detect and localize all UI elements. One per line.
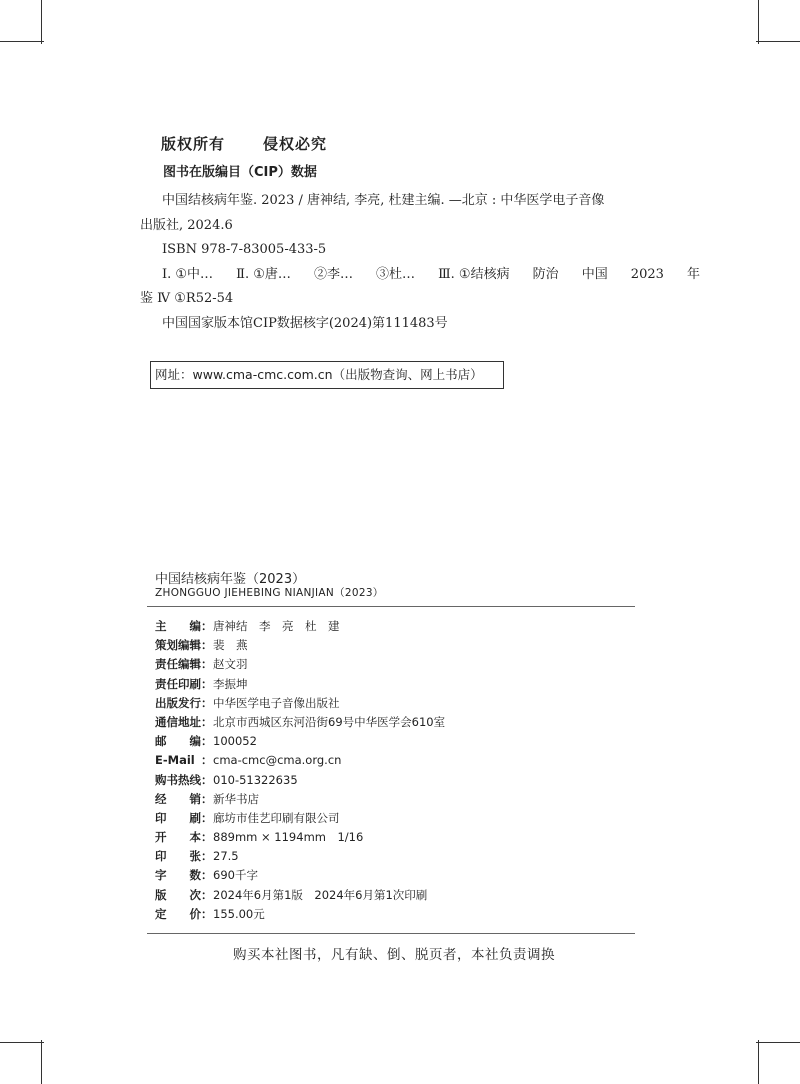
info-label: 版次 [155,887,201,902]
book-pinyin: ZHONGGUO JIEHEBING NIANJIAN（2023） [155,587,384,599]
crop-mark [41,0,42,44]
book-title: 中国结核病年鉴（2023） [155,572,306,587]
info-label: 印刷 [155,810,201,825]
info-colon: ： [201,772,213,787]
info-label: 责任印刷 [155,676,201,691]
info-value: 889mm × 1194mm 1/16 [213,830,364,845]
info-value: 27.5 [213,849,239,864]
cip-line: 中国结核病年鉴. 2023 / 唐神结, 李亮, 杜建主编. —北京 : 中华医学电子音像 [162,193,605,208]
cip-isbn: ISBN 978-7-83005-433-5 [162,242,327,257]
footer-note: 购买本社图书，凡有缺、倒、脱页者，本社负责调换 [233,947,555,963]
cip-subject: ②李… [313,266,353,282]
info-value: 唐神结 李 亮 杜 建 [213,619,340,633]
info-colon: ： [201,906,213,921]
info-label: 印张 [155,849,201,864]
info-colon: ： [201,734,213,749]
info-colon: ： [201,849,213,864]
info-colon: ： [201,753,213,768]
info-row [155,905,625,924]
website-box: 网址：www.cma-cmc.com.cn（出版物查询、网上书店） [150,361,504,389]
info-row [155,866,625,885]
cip-line: 出版社, 2024.6 [140,217,233,233]
info-label: 策划编辑 [155,638,201,653]
cip-subject: ③杜… [376,266,416,282]
info-value: 690千字 [213,868,258,883]
info-value: 赵文羽 [213,657,248,672]
info-row [155,675,625,694]
info-colon: ： [201,791,213,806]
info-colon: ： [201,619,213,633]
cip-subject: Ⅲ. ①结核病 [438,266,510,282]
info-label: 出版发行 [155,695,201,710]
info-row [155,694,625,713]
crop-mark [758,1040,759,1084]
info-value: 李振坤 [213,676,248,691]
copyright-left: 版权所有 [161,135,226,153]
info-row [155,751,625,770]
info-colon: ： [201,887,213,902]
info-label: 经销 [155,791,201,806]
info-value: 010-51322635 [213,772,298,787]
info-colon: ： [201,695,213,710]
info-label: 主编 [155,619,201,633]
cip-subject: Ⅰ. ①中… [162,266,214,282]
info-row [155,617,625,636]
info-row [155,655,625,674]
info-row [155,771,625,790]
cip-line: 鉴 Ⅳ ①R52-54 [140,291,234,306]
info-label: 责任编辑 [155,657,201,672]
info-label: 邮编 [155,734,201,749]
cip-data-block [140,189,700,336]
crop-mark [756,1042,800,1043]
info-row [155,828,625,847]
info-row [155,809,625,828]
cip-subjects [140,263,700,288]
divider [147,933,635,934]
publication-info [155,617,625,924]
info-label: 购书热线 [155,772,201,787]
info-label: 开本 [155,830,201,845]
info-value: 裴 燕 [213,638,248,653]
cip-record: 中国国家版本馆CIP数据核字(2024)第111483号 [162,315,448,331]
crop-mark [758,0,759,44]
copyright-right: 侵权必究 [263,135,328,153]
crop-mark [756,41,800,42]
crop-mark [0,1042,44,1043]
cip-title: 图书在版编目（CIP）数据 [163,165,317,180]
cip-subject: 中国 [581,266,608,282]
cip-subject: 防治 [532,266,559,282]
cip-subject: Ⅱ. ①唐… [236,266,291,282]
info-colon: ： [201,868,213,883]
info-row [155,790,625,809]
info-label: 通信地址 [155,714,201,729]
info-value: cma-cmc@cma.org.cn [213,753,342,768]
info-label: E-Mail [155,753,195,768]
cip-subject: 2023 [630,266,664,282]
info-colon: ： [201,714,213,729]
cip-subject: 年 [686,266,700,282]
info-row [155,847,625,866]
info-colon: ： [201,830,213,845]
info-colon: ： [201,657,213,672]
info-value: 中华医学电子音像出版社 [213,695,340,710]
info-value: 北京市西城区东河沿街69号中华医学会610室 [213,714,446,729]
info-value: 新华书店 [213,791,259,806]
info-value: 2024年6月第1版 2024年6月第1次印刷 [213,887,428,902]
copyright-notice [161,133,327,154]
info-row [155,636,625,655]
crop-mark [41,1040,42,1084]
info-colon: ： [201,810,213,825]
info-row [155,886,625,905]
crop-mark [0,41,44,42]
info-colon: ： [201,676,213,691]
info-value: 155.00元 [213,906,265,921]
info-label: 字数 [155,868,201,883]
divider [147,606,635,607]
info-row [155,713,625,732]
info-value: 100052 [213,734,257,749]
info-row [155,732,625,751]
info-value: 廊坊市佳艺印刷有限公司 [213,810,340,825]
info-label: 定价 [155,906,201,921]
info-colon: ： [201,638,213,653]
